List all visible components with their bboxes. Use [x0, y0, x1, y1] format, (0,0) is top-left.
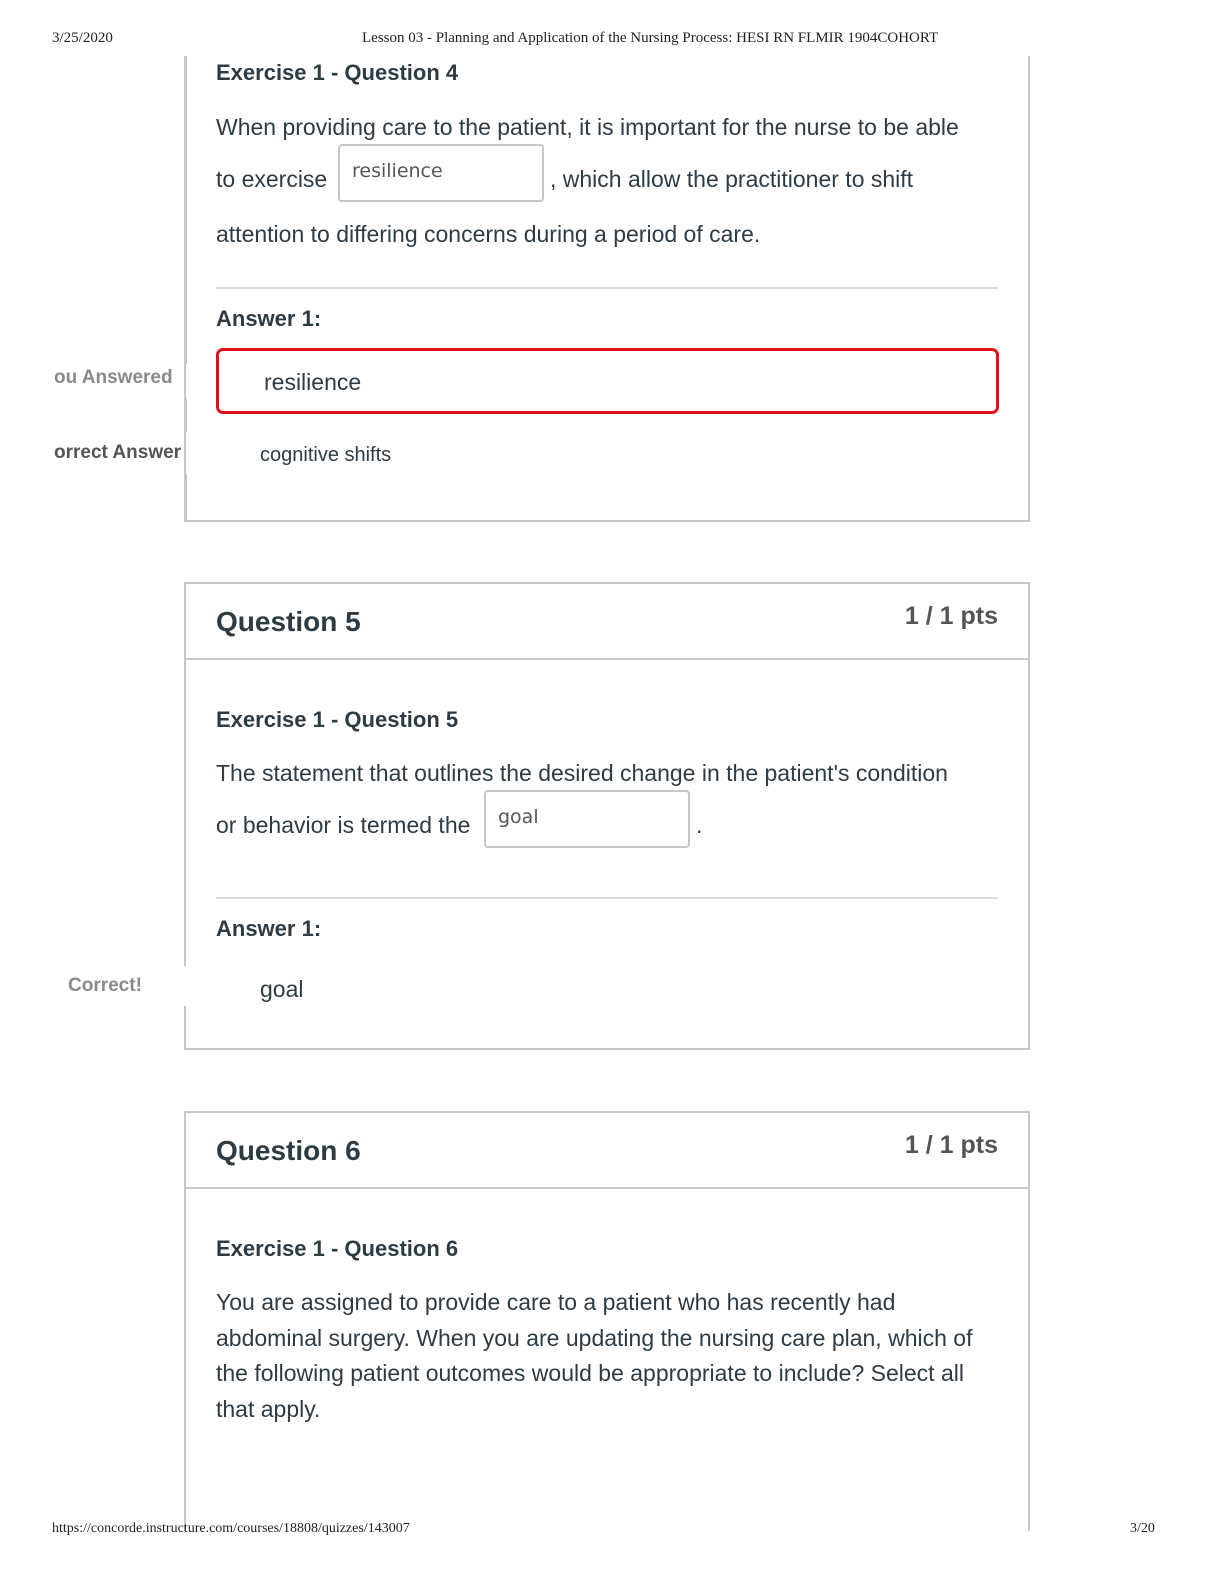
answer-value: goal	[260, 976, 304, 1002]
incorrect-answer-box	[216, 348, 999, 414]
question-text: attention to differing concerns during a period of care.	[216, 221, 761, 247]
fill-blank-field[interactable]	[338, 144, 544, 202]
question-text: the following patient outcomes would be appropriate to include? Select all	[216, 1360, 964, 1386]
question-points: 1 / 1 pts	[904, 1131, 998, 1159]
you-answered-label: ou Answered	[54, 367, 173, 388]
fill-blank-value: goal	[498, 806, 539, 828]
gutter-line	[184, 398, 187, 432]
fill-blank-field[interactable]	[484, 790, 690, 848]
question-text: to exercise	[216, 166, 328, 192]
divider	[216, 287, 998, 289]
question-header	[186, 584, 1028, 660]
question-6-card	[184, 1111, 1030, 1531]
question-title: Question 6	[216, 1135, 361, 1166]
question-text: The statement that outlines the desired change in the patient's condition	[216, 760, 948, 786]
exercise-title: Exercise 1 - Question 5	[216, 707, 459, 732]
question-text: , which allow the practitioner to shift	[550, 166, 914, 192]
question-points: 1 / 1 pts	[904, 602, 998, 630]
print-url: https://concorde.instructure.com/courses/18808/quizzes/143007	[52, 1521, 410, 1536]
your-answer: resilience	[264, 369, 362, 395]
print-date: 3/25/2020	[52, 30, 113, 46]
question-text: You are assigned to provide care to a patient who has recently had	[216, 1289, 896, 1315]
question-title: Question 5	[216, 606, 361, 637]
exercise-title: Exercise 1 - Question 4	[216, 60, 459, 85]
exercise-title: Exercise 1 - Question 6	[216, 1236, 459, 1261]
question-text: that apply.	[216, 1396, 321, 1422]
correct-label: Correct!	[68, 975, 142, 996]
question-text: or behavior is termed the	[216, 812, 471, 838]
correct-answer: cognitive shifts	[260, 444, 392, 466]
answer-label: Answer 1:	[216, 306, 322, 331]
question-text: abdominal surgery. When you are updating the nursing care plan, which of	[216, 1325, 973, 1351]
gutter-line	[184, 56, 187, 364]
print-page-number: 3/20	[1130, 1521, 1155, 1536]
gutter-line	[184, 474, 187, 522]
print-page-title: Lesson 03 - Planning and Application of the Nursing Process: HESI RN FLMIR 1904COHORT	[362, 30, 939, 46]
correct-answer-label: orrect Answer	[54, 442, 182, 463]
question-text: When providing care to the patient, it is important for the nurse to be able	[216, 114, 959, 140]
divider	[216, 897, 998, 899]
question-text: .	[696, 812, 703, 838]
answer-label: Answer 1:	[216, 916, 322, 941]
question-header	[186, 1113, 1028, 1189]
fill-blank-value: resilience	[352, 160, 443, 182]
